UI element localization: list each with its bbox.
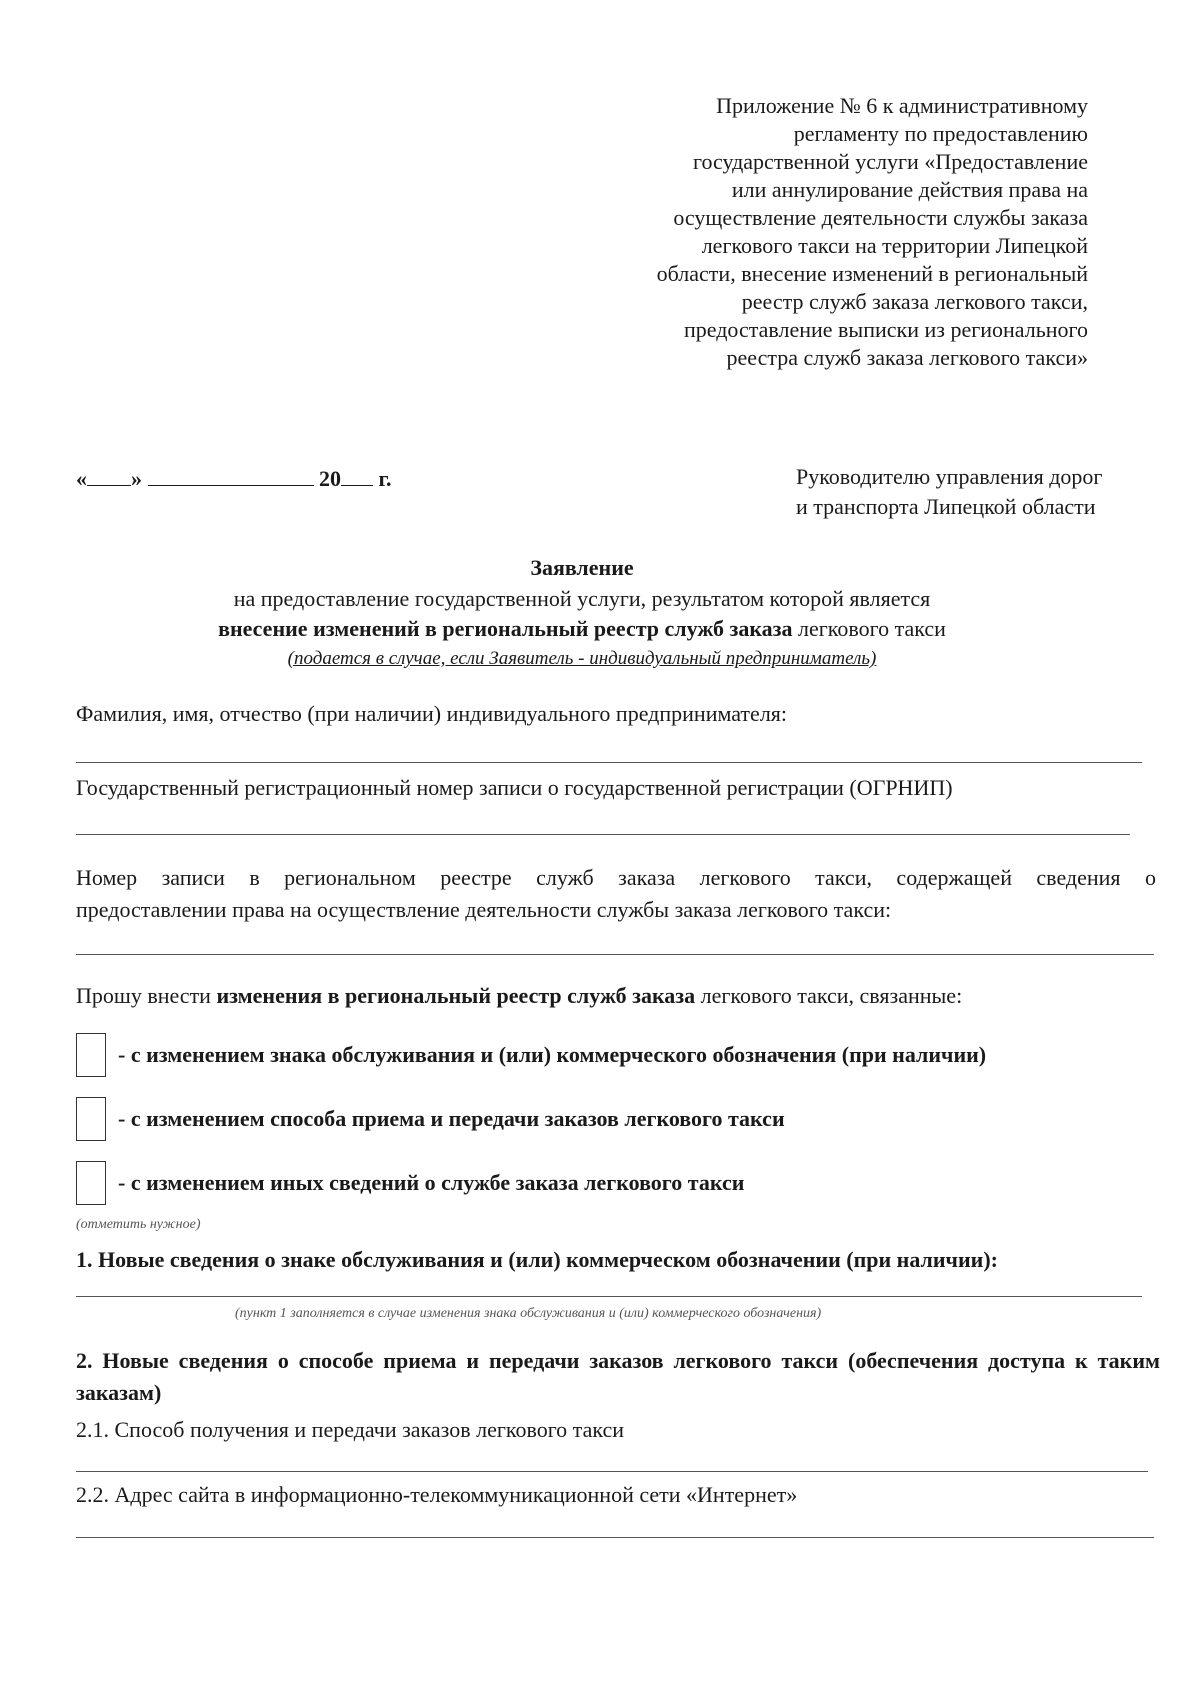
- request-suffix: легкового такси, связанные:: [695, 983, 963, 1008]
- date-line: [76, 465, 392, 493]
- appendix-line: области, внесение изменений в региональный: [656, 261, 1088, 286]
- section-2-2-field-line[interactable]: [76, 1537, 1154, 1538]
- registry-label: [76, 862, 1156, 926]
- appendix-line: государственной услуги «Предоставление: [692, 149, 1088, 174]
- appendix-line: Приложение № 6 к административному: [716, 93, 1088, 118]
- option-checkbox[interactable]: [76, 1033, 106, 1077]
- day-blank[interactable]: [87, 465, 131, 486]
- option-order-method[interactable]: [76, 1094, 785, 1144]
- title-note: (подается в случае, если Заявитель - индивидуальный предприниматель): [287, 648, 877, 669]
- year-prefix: 20: [319, 466, 341, 491]
- appendix-line: реестр служб заказа легкового такси,: [741, 289, 1088, 314]
- registry-label-line: Номер записи в региональном реестре служб заказа легкового такси, содержащей сведения о: [76, 865, 1156, 890]
- registry-label-line: предоставлении права на осуществление деятельности службы заказа легкового такси:: [76, 897, 892, 922]
- option-trademark[interactable]: [76, 1030, 986, 1080]
- section-2-2-label: 2.2. Адрес сайта в информационно-телекоммуникационной сети «Интернет»: [76, 1482, 798, 1507]
- option-label: - с изменением знака обслуживания и (или) коммерческого обозначения (при наличии): [118, 1042, 987, 1067]
- option-checkbox[interactable]: [76, 1161, 106, 1205]
- appendix-line: реестра служб заказа легкового такси»: [726, 345, 1088, 370]
- appendix-line: легкового такси на территории Липецкой: [701, 233, 1088, 258]
- section-1-note: (пункт 1 заполняется в случае изменения знака обслуживания и (или) коммерческого обозначения): [235, 1306, 822, 1321]
- addressee: [796, 462, 1102, 522]
- fio-label: Фамилия, имя, отчество (при наличии) индивидуального предпринимателя:: [76, 701, 788, 726]
- appendix-line: предоставление выписки из регионального: [683, 317, 1088, 342]
- addressee-line: и транспорта Липецкой области: [796, 494, 1096, 519]
- registry-field-line[interactable]: [76, 954, 1154, 955]
- title-heading: Заявление: [530, 555, 634, 580]
- request-text: [76, 982, 962, 1010]
- options-note: (отметить нужное): [76, 1217, 201, 1232]
- addressee-line: Руководителю управления дорог: [796, 464, 1103, 489]
- title-purpose-rest: легкового такси: [792, 616, 946, 641]
- fio-field-line[interactable]: [76, 762, 1142, 763]
- section-1-title: 1. Новые сведения о знаке обслуживания и (или) коммерческом обозначении (при наличии):: [76, 1247, 998, 1272]
- request-prefix: Прошу внести: [76, 983, 217, 1008]
- option-checkbox[interactable]: [76, 1097, 106, 1141]
- appendix-line: или аннулирование действия права на: [731, 177, 1088, 202]
- title-purpose: [76, 614, 1088, 644]
- appendix-line: осуществление деятельности службы заказа: [673, 205, 1088, 230]
- title-subline: на предоставление государственной услуги, результатом которой является: [233, 586, 931, 611]
- section-2-title: 2. Новые сведения о способе приема и передачи заказов легкового такси (обеспечения доступа к таким заказам): [76, 1348, 1160, 1405]
- section-1-field-line[interactable]: [76, 1296, 1142, 1297]
- appendix-header: [588, 92, 1088, 372]
- ogrnip-label: Государственный регистрационный номер записи о государственной регистрации (ОГРНИП): [76, 775, 953, 800]
- application-title: [76, 552, 1088, 674]
- date-close-quote: »: [131, 466, 142, 491]
- month-blank[interactable]: [148, 465, 314, 486]
- title-purpose-bold: внесение изменений в региональный реестр служб заказа: [218, 616, 793, 641]
- appendix-line: регламенту по предоставлению: [793, 121, 1088, 146]
- request-bold: изменения в региональный реестр служб заказа: [216, 983, 696, 1008]
- year-blank[interactable]: [341, 465, 373, 486]
- section-2-1-label: 2.1. Способ получения и передачи заказов легкового такси: [76, 1417, 625, 1442]
- section-2-1-field-line[interactable]: [76, 1471, 1148, 1472]
- year-suffix: г.: [378, 466, 392, 491]
- option-label: - с изменением способа приема и передачи заказов легкового такси: [118, 1106, 785, 1131]
- option-label: - с изменением иных сведений о службе заказа легкового такси: [118, 1170, 745, 1195]
- date-open-quote: «: [76, 466, 87, 491]
- ogrnip-field-line[interactable]: [76, 834, 1130, 835]
- option-other-info[interactable]: [76, 1158, 744, 1208]
